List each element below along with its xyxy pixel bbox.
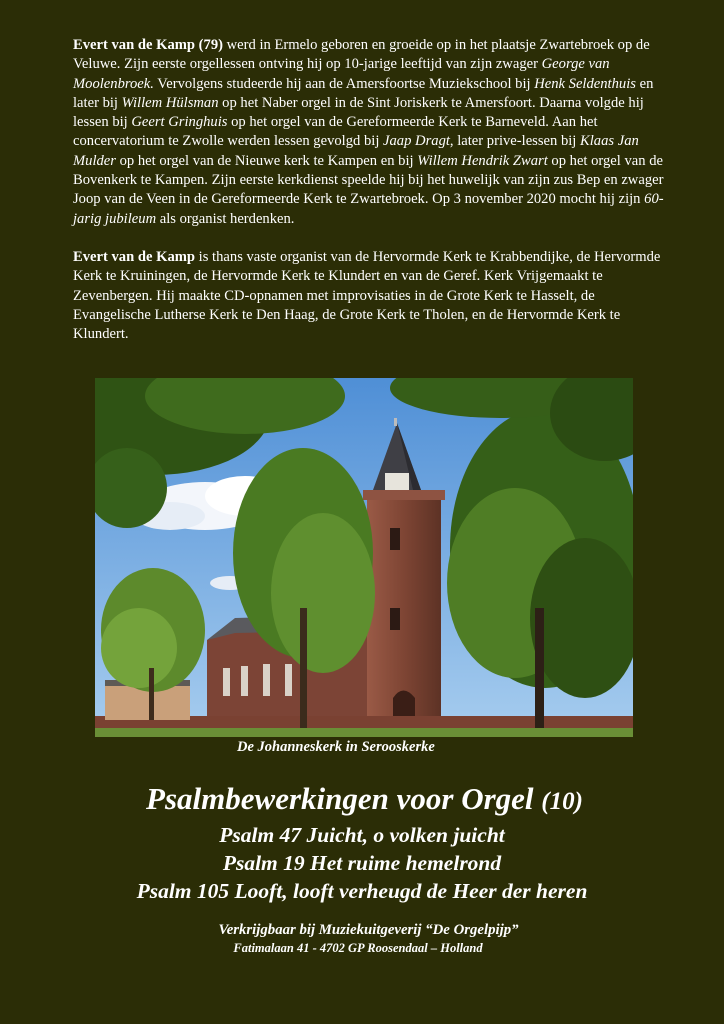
text-run: werd in Ermelo geboren en groeide op in het plaatsje Zwartebroek op de Veluwe. Zijn eerste orgellessen ontving hij op 10-jarige leeftijd van zijn zwager (73, 37, 650, 73)
italic-name: Henk Seldenthuis (534, 75, 636, 92)
text-run: op het orgel van de Bovenkerk te Kampen. Zijn eerste kerkdienst speelde hij bij het huwelijk van zijn zus Bep en zwager Joop van de Veen in de Gereformeerde Kerk te Zwartebroek. Op 3 november 2020 mocht hij zijn (73, 152, 664, 208)
album-title-text: Psalmbewerkingen voor Orgel (146, 781, 534, 816)
title-block (0, 780, 724, 905)
bold-name: Evert van de Kamp (73, 248, 196, 265)
text-run: , later prive-lessen bij (449, 133, 581, 150)
text-run: Vervolgens studeerde hij aan de Amersfoortse Muziekschool bij (153, 75, 535, 92)
text-run: op het orgel van de Gereformeerde Kerk te Barneveld. Aan het concervatorium te Zwolle werden lessen gevolgd bij (73, 114, 598, 150)
italic-name: George van Moolenbroek. (73, 56, 610, 92)
psalm-line-1: Psalm 47 Juicht, o volken juicht (219, 823, 505, 847)
italic-name: Jaap Dragt (383, 133, 450, 150)
availability-line: Verkrijgbaar bij Muziekuitgeverij “De Orgelpijp” (218, 922, 519, 938)
bio-paragraph-1 (73, 36, 673, 229)
publisher-info (0, 921, 724, 957)
church-photo (95, 378, 633, 737)
publisher-address: Fatimalaan 41 - 4702 GP Roosendaal – Holland (233, 941, 483, 955)
bio-paragraph-2 (73, 248, 673, 344)
italic-name: Willem Hendrik Zwart (417, 152, 548, 169)
italic-name: Willem Hülsman (121, 94, 219, 111)
text-run: op het Naber orgel in de Sint Joriskerk te Amersfoort. Daarna volgde hij lessen bij (73, 94, 644, 131)
text-run: op het orgel van de Nieuwe kerk te Kampen en bij (115, 152, 418, 169)
text-run: en later bij (73, 75, 654, 111)
bold-name: Evert van de Kamp (79) (73, 37, 223, 53)
text-run: is thans vaste organist van de Hervormde Kerk te Krabbendijke, de Hervormde Kerk te Kruiningen, de Hervormde Kerk te Klundert en van de Geref. Kerk Vrijgemaakt te Zevenbergen. Hij maakte CD-opnamen met improvisaties in de Grote Kerk te Hasselt, de Evangelische Lutherse Kerk te Den Haag, de Grote Kerk te Tholen, en de Hervormde Kerk te Klundert. (73, 248, 661, 343)
italic-name: 60-jarig jubileum (73, 191, 664, 227)
biography (73, 36, 673, 344)
italic-name: Klaas Jan Mulder (73, 133, 639, 169)
text-run: als organist herdenken. (156, 210, 295, 227)
album-number: (10) (541, 788, 583, 815)
psalm-line-2: Psalm 19 Het ruime hemelrond (222, 851, 502, 875)
album-title (5, 780, 724, 821)
psalm-line-3: Psalm 105 Looft, looft verheugd de Heer der heren (136, 879, 588, 903)
photo-caption: De Johanneskerk in Serooskerke (237, 739, 435, 755)
italic-name: Geert Gringhuis (131, 114, 228, 131)
